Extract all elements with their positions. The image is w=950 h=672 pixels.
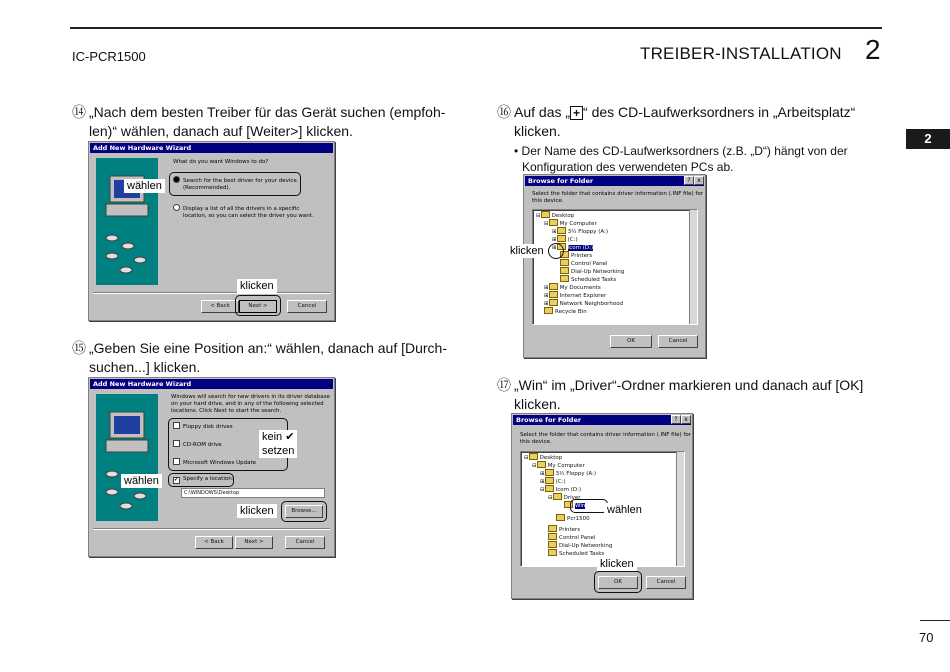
wizard-computer-illustration	[96, 394, 158, 521]
browser-icon	[549, 291, 558, 298]
help-button[interactable]: ?	[671, 415, 681, 424]
step-number: ⑰	[497, 377, 511, 393]
checkbox-cdrom[interactable]: CD-ROM drive	[173, 440, 222, 449]
highlight-ring	[169, 172, 301, 196]
step-17	[497, 376, 887, 414]
tree-item[interactable]: ⊞ Network Neighborhood	[544, 301, 624, 307]
next-button[interactable]: Next >	[235, 536, 273, 549]
network-icon	[549, 299, 558, 306]
step-16: ⑯ Auf das „ + “ des CD-Laufwerksordners in „Arbeitsplatz“ klicken. • Der Name des CD-Laufwerksordners (z.B. „D“) hängt von der Konfiguration des verwendeten PCs ab.	[497, 103, 887, 175]
tree-item[interactable]: ⊞ (C:)	[540, 479, 566, 485]
tree-item[interactable]: Control Panel	[548, 533, 595, 542]
tree-item[interactable]: ⊞ (C:)	[552, 237, 578, 243]
step-text: klicken.	[514, 123, 561, 139]
step-text: „Geben Sie eine Position an:“ wählen, danach auf [Durch-	[89, 340, 447, 356]
tree-item[interactable]: ⊞ Internet Explorer	[544, 293, 607, 299]
step-text: „Nach dem besten Treiber für das Gerät suchen (empfoh-	[89, 104, 446, 120]
callout-click: klicken	[237, 279, 277, 293]
callout-no-check: kein ✔ setzen	[259, 430, 297, 458]
dialog-title: Browse for Folder	[525, 176, 704, 186]
checkbox-checked-icon: ✔	[174, 477, 179, 483]
folder-tree[interactable]	[532, 209, 698, 325]
cd-drive-icon	[545, 485, 554, 492]
footer-rule	[920, 620, 950, 621]
ok-button[interactable]: OK	[610, 335, 652, 348]
model-name: IC-PCR1500	[72, 49, 146, 64]
tree-item[interactable]: Scheduled Tasks	[560, 275, 616, 284]
step-text: len)“ wählen, danach auf [Weiter>] klicken.	[89, 123, 353, 139]
header-rule	[70, 27, 882, 29]
folder-icon	[549, 283, 558, 290]
desktop-icon	[541, 211, 550, 218]
plus-box-icon: +	[570, 106, 583, 120]
tree-item[interactable]: ⊟ Desktop	[524, 455, 563, 461]
callout-click: klicken	[597, 557, 637, 571]
radio-icon	[173, 204, 180, 211]
option-search-best-driver[interactable]: Search for the best driver for your device. (Recommended).	[173, 176, 299, 192]
close-button[interactable]: x	[681, 415, 691, 424]
highlight-ring	[281, 501, 327, 522]
tree-item[interactable]: Recycle Bin	[544, 307, 587, 316]
step-number: ⑮	[72, 340, 86, 356]
back-button[interactable]: < Back	[201, 300, 239, 313]
callout-select: wählen	[604, 503, 645, 517]
divider	[93, 292, 330, 294]
step-15	[72, 339, 467, 377]
dialog-title: Add New Hardware Wizard	[90, 143, 333, 153]
option-display-driver-list[interactable]: Display a list of all the drivers in a specific location, so you can select the driver you want.	[173, 204, 314, 220]
tree-item-cd-drive[interactable]: ⊞ Icom (D:)	[552, 245, 594, 251]
network-icon	[548, 541, 557, 548]
cancel-button[interactable]: Cancel	[287, 300, 327, 313]
highlight-ring	[594, 571, 642, 593]
add-hardware-wizard-dialog-1	[88, 141, 335, 321]
tasks-icon	[548, 549, 557, 556]
printer-icon	[548, 525, 557, 532]
tree-item[interactable]: Control Panel	[560, 259, 607, 268]
tree-item[interactable]: ⊟ My Computer	[532, 463, 585, 469]
desktop-icon	[529, 453, 538, 460]
tree-item-win[interactable]: Win	[564, 501, 585, 510]
tree-item[interactable]: ⊞ 3½ Floppy (A:)	[540, 471, 597, 477]
network-icon	[560, 267, 569, 274]
browse-for-folder-dialog-2	[511, 413, 693, 599]
help-button[interactable]: ?	[684, 176, 694, 185]
tree-item[interactable]: Dial-Up Networking	[548, 541, 612, 550]
checkbox-windows-update[interactable]: Microsoft Windows Update	[173, 458, 256, 467]
folder-icon	[556, 514, 565, 521]
cancel-button[interactable]: Cancel	[646, 576, 686, 589]
callout-click: klicken	[237, 504, 277, 518]
tree-item[interactable]: ⊞ 3½ Floppy (A:)	[552, 229, 609, 235]
wizard-question: What do you want Windows to do?	[173, 159, 269, 165]
wizard-intro: Windows will search for new drivers in its driver database on your hard drive, and in any of the following selected locations. Click Next to start the search.	[171, 394, 330, 414]
tree-item[interactable]: Dial-Up Networking	[560, 267, 624, 276]
recycle-bin-icon	[544, 307, 553, 314]
cancel-button[interactable]: Cancel	[285, 536, 325, 549]
browse-button[interactable]: Browse...	[285, 505, 323, 518]
computer-icon	[549, 219, 558, 226]
callout-select: wählen	[121, 474, 162, 488]
step-number: ⑯	[497, 104, 511, 120]
step-text: klicken.	[514, 396, 561, 412]
cancel-button[interactable]: Cancel	[658, 335, 698, 348]
browse-for-folder-dialog-1	[523, 174, 706, 358]
highlight-ring	[570, 499, 608, 513]
tree-item[interactable]: Printers	[548, 525, 580, 534]
back-button[interactable]: < Back	[195, 536, 233, 549]
control-panel-icon	[548, 533, 557, 540]
location-path-input[interactable]: C:\WINDOWS\Desktop	[181, 488, 325, 498]
highlight-circle	[548, 243, 564, 259]
checkbox-floppy[interactable]: Floppy disk drives	[173, 422, 233, 431]
tasks-icon	[560, 275, 569, 282]
next-button[interactable]: Next >	[239, 300, 277, 313]
callout-select: wählen	[124, 179, 165, 193]
note-bullet: • Der Name des CD-Laufwerksordners (z.B. „D“) hängt von der Konfiguration des verwendeten PCs ab.	[514, 144, 848, 174]
highlight-ring	[235, 295, 281, 316]
folder-open-icon	[553, 493, 562, 500]
chapter-tab: 2	[906, 129, 950, 149]
scrollbar[interactable]	[676, 452, 684, 566]
tree-item[interactable]: Pcr1500	[556, 514, 590, 523]
checkbox-specify-location[interactable]: ✔ Specify a location:	[174, 476, 234, 483]
tree-item[interactable]: Printers	[560, 251, 592, 260]
tree-item[interactable]: ⊞ My Documents	[544, 285, 601, 291]
dialog-intro: Select the folder that contains driver information (.INF file) for this device.	[520, 432, 691, 445]
step-14	[72, 103, 467, 141]
wizard-computer-illustration	[96, 158, 158, 285]
computer-icon	[537, 461, 546, 468]
control-panel-icon	[560, 259, 569, 266]
tree-item[interactable]: Scheduled Tasks	[548, 549, 604, 558]
divider	[93, 528, 330, 530]
callout-click: klicken	[507, 244, 547, 258]
highlight-ring	[168, 473, 234, 487]
step-text: „Win“ im „Driver“-Ordner markieren und danach auf [OK]	[514, 377, 864, 393]
dialog-title: Add New Hardware Wizard	[90, 379, 333, 389]
section-title: TREIBER-INSTALLATION	[640, 44, 842, 63]
dialog-title: Browse for Folder	[513, 415, 691, 425]
drive-icon	[557, 235, 566, 242]
close-button[interactable]: x	[694, 176, 704, 185]
tree-item[interactable]: ⊟ My Computer	[544, 221, 597, 227]
ok-button[interactable]: OK	[598, 576, 638, 589]
dialog-intro: Select the folder that contains driver information (.INF file) for this device.	[532, 191, 703, 204]
floppy-icon	[557, 227, 566, 234]
add-hardware-wizard-dialog-2	[88, 377, 335, 557]
page-number: 70	[919, 630, 934, 645]
tree-item-driver[interactable]: ⊟ Driver	[548, 495, 581, 501]
tree-item[interactable]: ⊟ Icom (D:)	[540, 487, 582, 493]
scrollbar[interactable]	[689, 210, 697, 324]
drive-icon	[545, 477, 554, 484]
tree-item[interactable]: ⊟ Desktop	[536, 213, 575, 219]
step-number: ⑭	[72, 104, 86, 120]
chapter-number: 2	[865, 34, 881, 65]
floppy-icon	[545, 469, 554, 476]
step-text: suchen...] klicken.	[89, 359, 201, 375]
